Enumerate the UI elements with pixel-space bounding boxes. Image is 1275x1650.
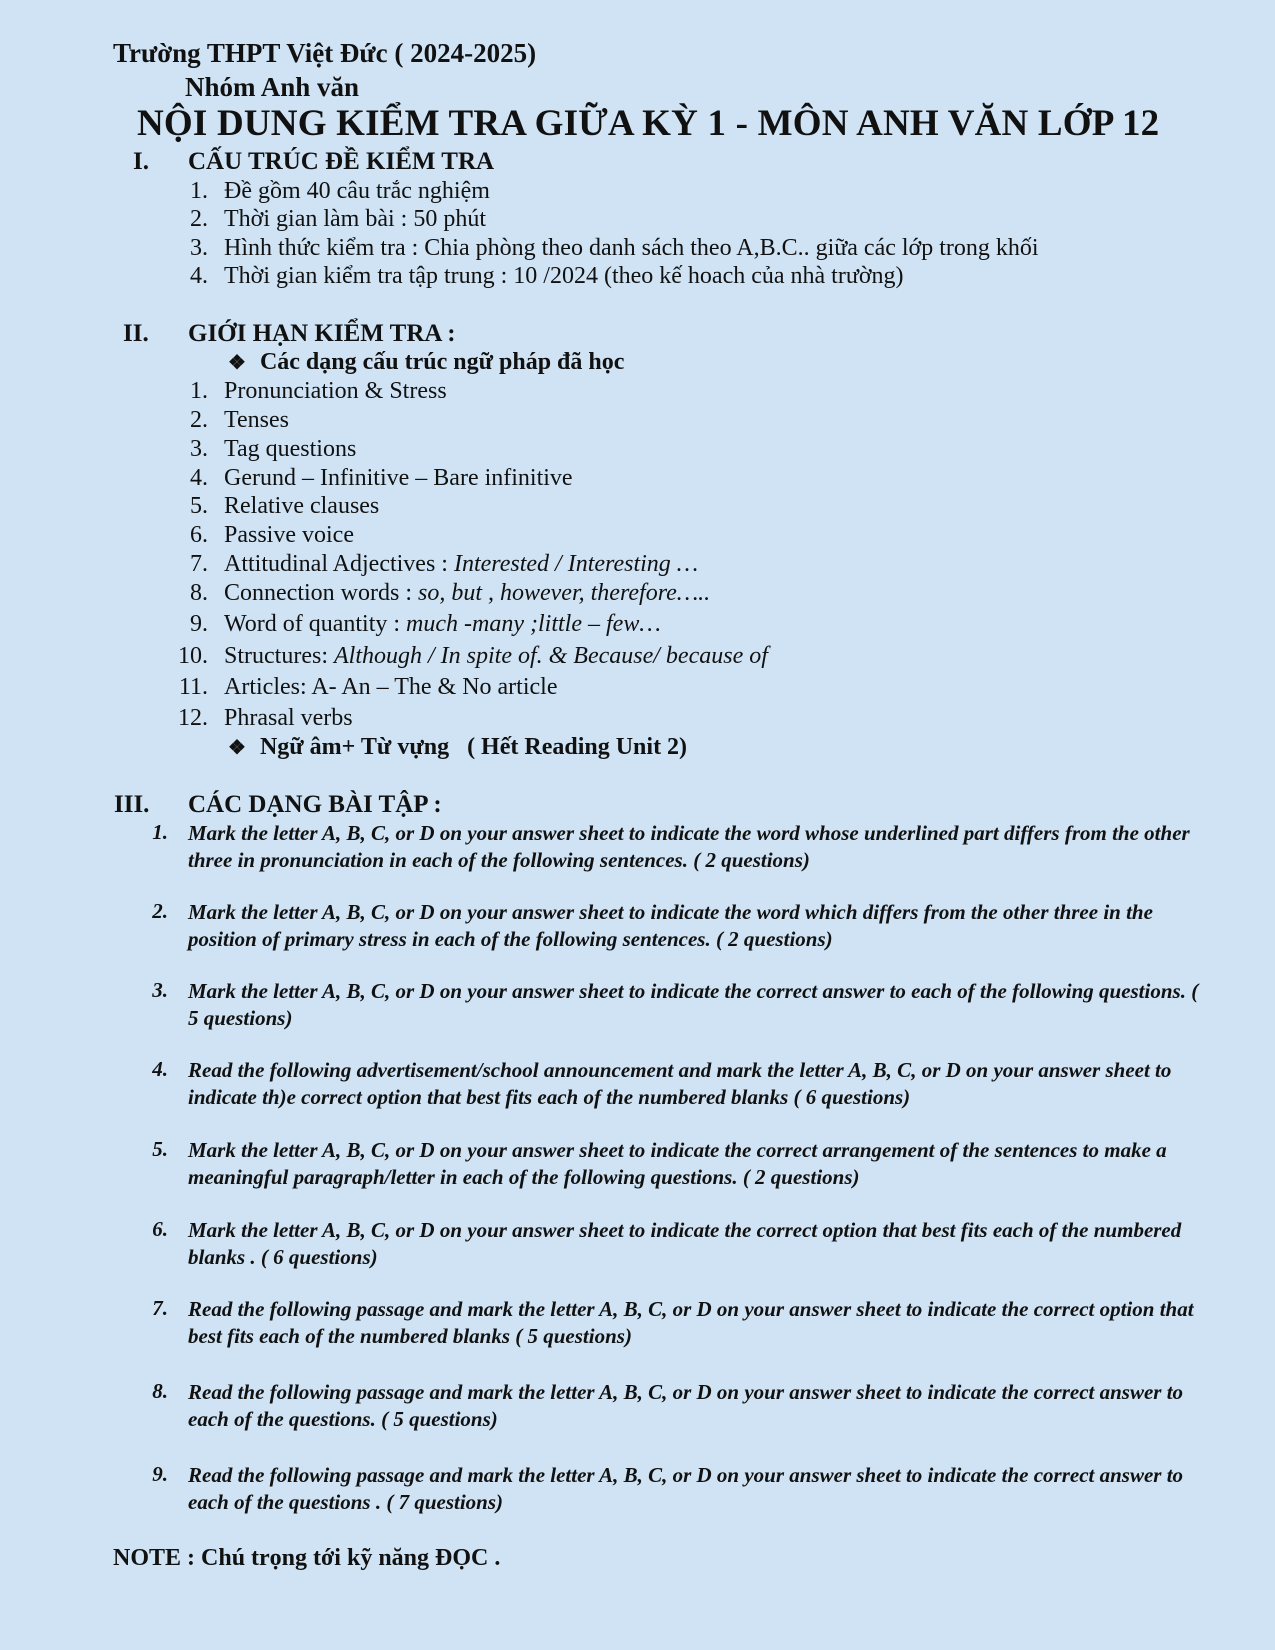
subheading-text: Các dạng cấu trúc ngữ pháp đã học: [259, 349, 625, 375]
grammar-item-number: 3.: [190, 436, 208, 462]
exercise-description: Read the following passage and mark the letter A, B, C, or D on your answer sheet to indicate the correct answer to each of the questions. ( 5 questions): [188, 1380, 1184, 1431]
grammar-item-number: 6.: [190, 522, 208, 548]
exercise-number: 7.: [152, 1296, 168, 1320]
grammar-item-number: 8.: [190, 580, 208, 606]
exercise-description: Mark the letter A, B, C, or D on your answer sheet to indicate the word which differs from the other three in the position of primary stress in each of the following sentences. ( 2 questions): [188, 900, 1153, 951]
exercise-number: 2.: [152, 899, 168, 923]
grammar-item: Relative clauses: [224, 493, 380, 519]
section-3-number: III.: [114, 791, 150, 818]
grammar-item: Word of quantity : much -many ;little – few…: [224, 611, 661, 637]
grammar-item-number: 7.: [190, 551, 208, 577]
grammar-item: Tenses: [224, 407, 289, 433]
section-1-item-number: 4.: [190, 263, 208, 289]
subheading-text: Ngữ âm+ Từ vựng ( Hết Reading Unit 2): [259, 734, 688, 760]
grammar-item: Phrasal verbs: [224, 705, 353, 731]
note-text: NOTE : Chú trọng tới kỹ năng ĐỌC .: [113, 1545, 501, 1571]
section-1-item-number: 2.: [190, 206, 208, 232]
section-3-heading: CÁC DẠNG BÀI TẬP :: [188, 791, 442, 818]
exercise-description: Mark the letter A, B, C, or D on your answer sheet to indicate the correct arrangement of the sentences to make a meaningful paragraph/letter in each of the following questions. ( 2 questions): [188, 1138, 1167, 1189]
grammar-item-number: 9.: [190, 611, 208, 637]
exercise-number: 3.: [152, 978, 168, 1002]
section-2-number: II.: [123, 320, 149, 347]
group-name: Nhóm Anh văn: [185, 72, 360, 102]
grammar-item: Gerund – Infinitive – Bare infinitive: [224, 465, 573, 491]
grammar-item-number: 10.: [178, 643, 208, 669]
section-1-item-text: Đề gồm 40 câu trắc nghiệm: [224, 178, 490, 204]
section-2-heading: GIỚI HẠN KIỂM TRA :: [188, 320, 456, 347]
exercise-description: Mark the letter A, B, C, or D on your answer sheet to indicate the word whose underlined part differs from the other three in pronunciation in each of the following sentences. ( 2 questions): [188, 821, 1190, 872]
section-1-item-number: 1.: [190, 178, 208, 204]
section-1-item-text: Thời gian kiểm tra tập trung : 10 /2024 (theo kế hoach của nhà trường): [224, 263, 904, 289]
exercise-description: Read the following passage and mark the letter A, B, C, or D on your answer sheet to indicate the correct option that best fits each of the numbered blanks ( 5 questions): [188, 1297, 1194, 1348]
section-1-item-number: 3.: [190, 235, 208, 261]
diamond-bullet-icon: ❖: [228, 737, 246, 759]
grammar-item-number: 11.: [178, 674, 208, 700]
section-1-number: I.: [133, 148, 149, 175]
diamond-bullet-icon: ❖: [228, 352, 246, 374]
exercise-description: Read the following passage and mark the letter A, B, C, or D on your answer sheet to indicate the correct answer to each of the questions . ( 7 questions): [188, 1463, 1184, 1514]
exercise-description: Mark the letter A, B, C, or D on your answer sheet to indicate the correct option that best fits each of the numbered blanks . ( 6 questions): [188, 1218, 1182, 1269]
grammar-item: Attitudinal Adjectives : Interested / Interesting …: [224, 551, 699, 577]
section-1-heading: CẤU TRÚC ĐỀ KIỂM TRA: [188, 148, 495, 175]
exercise-number: 4.: [152, 1057, 168, 1081]
exercise-description: Mark the letter A, B, C, or D on your answer sheet to indicate the correct answer to each of the following questions. ( 5 questions): [188, 979, 1199, 1030]
section-1-item-text: Thời gian làm bài : 50 phút: [224, 206, 486, 232]
grammar-item-number: 1.: [190, 378, 208, 404]
exercise-description: Read the following advertisement/school announcement and mark the letter A, B, C, or D on your answer sheet to indicate th)e correct option that best fits each of the numbered blanks ( 6 questions): [188, 1058, 1172, 1109]
exercise-number: 1.: [152, 820, 168, 844]
grammar-item: Tag questions: [224, 436, 357, 462]
school-name: Trường THPT Việt Đức ( 2024-2025): [113, 38, 537, 68]
grammar-item: Connection words : so, but , however, therefore…..: [224, 580, 711, 606]
exercise-number: 5.: [152, 1137, 168, 1161]
exercise-number: 9.: [152, 1462, 168, 1486]
grammar-item-number: 12.: [178, 705, 208, 731]
grammar-item: Passive voice: [224, 522, 354, 548]
grammar-item-number: 4.: [190, 465, 208, 491]
grammar-item: Pronunciation & Stress: [224, 378, 447, 404]
section-2-subheading-vocabulary: [228, 734, 687, 761]
page-title: NỘI DUNG KIỂM TRA GIỮA KỲ 1 - MÔN ANH VĂN LỚP 12: [137, 103, 1160, 144]
exercise-number: 8.: [152, 1379, 168, 1403]
exercise-number: 6.: [152, 1217, 168, 1241]
section-1-item-text: Hình thức kiểm tra : Chia phòng theo danh sách theo A,B.C.. giữa các lớp trong khối: [224, 235, 1039, 261]
section-2-subheading-grammar: [228, 349, 624, 376]
grammar-item-number: 5.: [190, 493, 208, 519]
grammar-item-number: 2.: [190, 407, 208, 433]
grammar-item: Articles: A- An – The & No article: [224, 674, 558, 700]
grammar-item: Structures: Although / In spite of. & Because/ because of: [224, 643, 768, 669]
